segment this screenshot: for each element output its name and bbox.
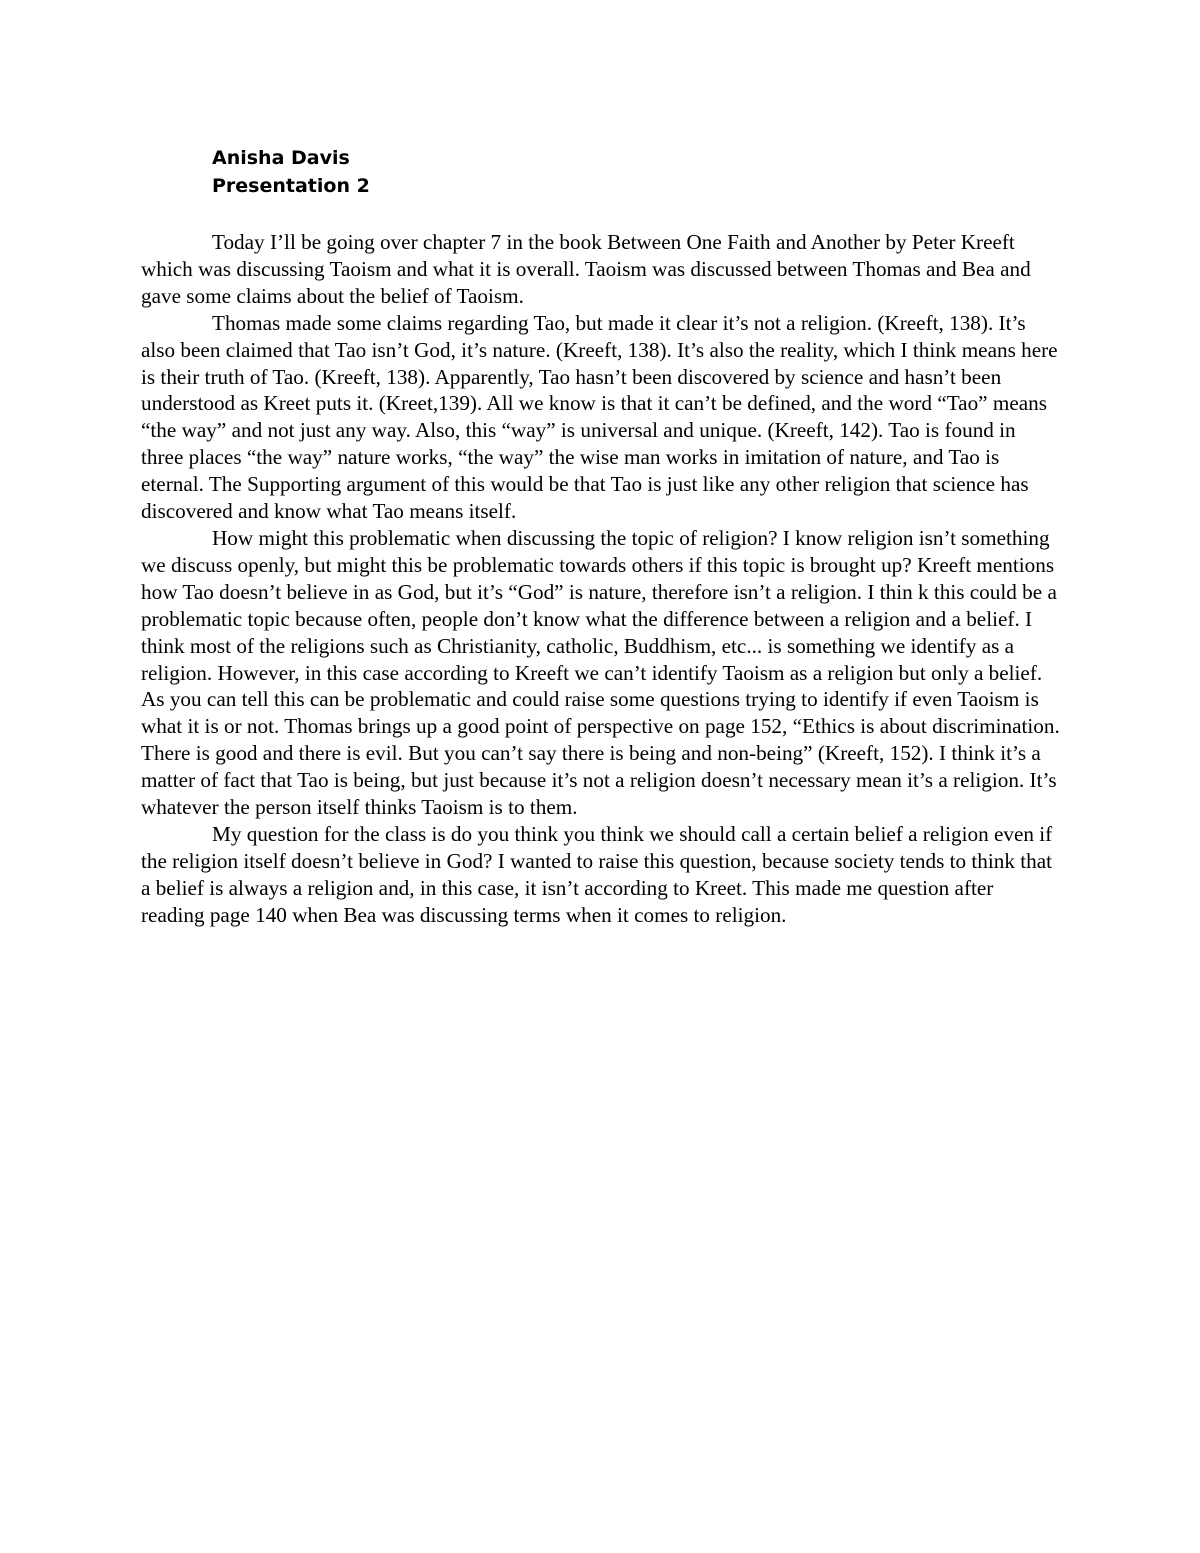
paragraph-claims: Thomas made some claims regarding Tao, but made it clear it’s not a religion. (Kreeft, 138). It’s also been claimed that Tao isn’t God, it’s nature. (Kreeft, 138). It’s also the reality, which I think means here is their truth of Tao. (Kreeft, 138). Apparently, Tao hasn’t been discovered by science and hasn’t been understood as Kreet puts it. (Kreet,139). All we know is that it can’t be defined, and the word “Tao” means “the way” and not just any way. Also, this “way” is universal and unique. (Kreeft, 142). Tao is found in three places “the way” nature works, “the way” the wise man works in imitation of nature, and Tao is eternal. The Supporting argument of this would be that Tao is just like any other religion that science has discovered and know what Tao means itself. — [141, 310, 1058, 524]
paragraph-problematic: How might this problematic when discussing the topic of religion? I know religion isn’t something we discuss openly, but might this be problematic towards others if this topic is brought up? Kreeft mentions how Tao doesn’t believe in as God, but it’s “God” is nature, therefore isn’t a religion. I thin k this could be a problematic topic because often, people don’t know what the difference between a religion and a belief. I think most of the religions such as Christianity, catholic, Buddhism, etc... is something we identify as a religion. However, in this case according to Kreeft we can’t identify Taoism as a religion but only a belief. As you can tell this can be problematic and could raise some questions trying to identify if even Taoism is what it is or not. Thomas brings up a good point of perspective on page 152, “Ethics is about discrimination. There is good and there is evil. But you can’t say there is being and non-being” (Kreeft, 152). I think it’s a matter of fact that Tao is being, but just because it’s not a religion doesn’t necessary mean it’s a religion. It’s whatever the person itself thinks Taoism is to them. — [141, 525, 1060, 820]
document-title: Presentation 2 — [212, 175, 370, 197]
paragraph-question: My question for the class is do you think you think we should call a certain belief a religion even if the religion itself doesn’t believe in God? I wanted to raise this question, because society tends to think that a belief is always a religion and, in this case, it isn’t according to Kreet. This made me question after reading page 140 when Bea was discussing terms when it comes to religion. — [141, 821, 1053, 927]
author-name: Anisha Davis — [212, 147, 350, 169]
paragraph-intro: Today I’ll be going over chapter 7 in the book Between One Faith and Another by Peter Kreeft which was discussing Taoism and what it is overall. Taoism was discussed between Thomas and Bea and gave some claims about the belief of Taoism. — [141, 230, 1031, 308]
document-header — [212, 144, 370, 200]
document-body — [141, 229, 1061, 929]
